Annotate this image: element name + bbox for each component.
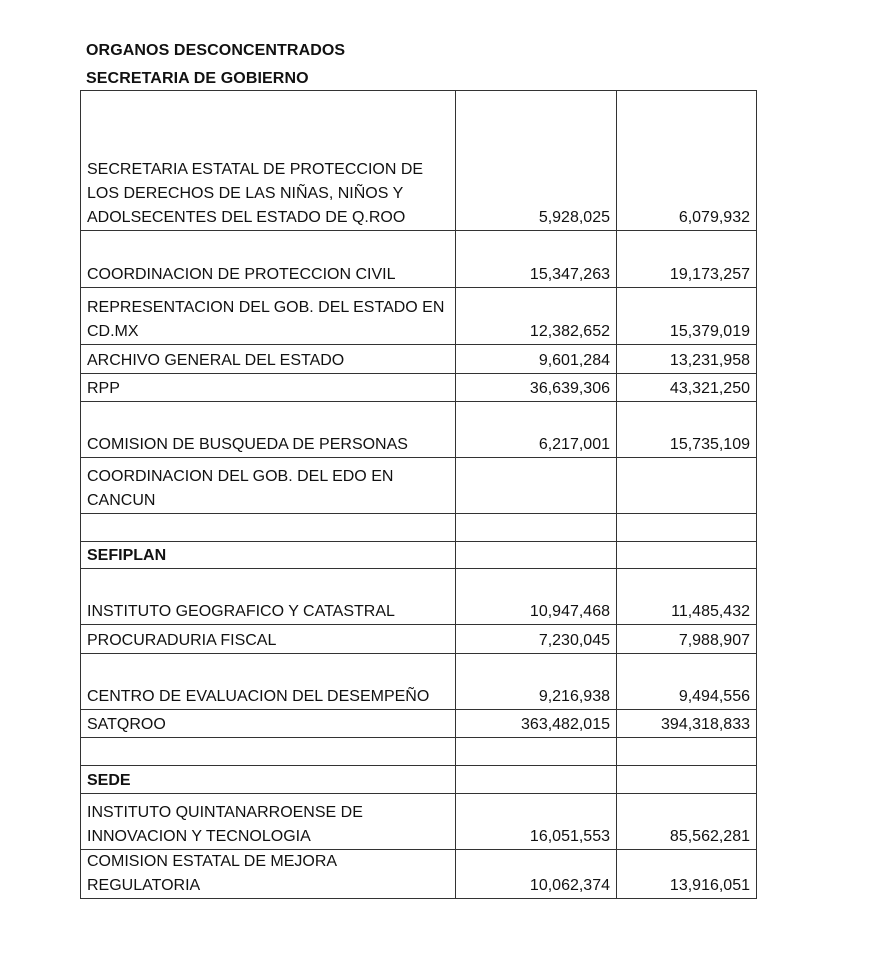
value-2-cell: 7,988,907 — [617, 625, 757, 654]
value-1-cell — [456, 738, 617, 766]
value-2-cell: 15,379,019 — [617, 288, 757, 345]
value-2-cell: 13,231,958 — [617, 345, 757, 374]
value-1-cell: 9,601,284 — [456, 345, 617, 374]
name-cell: RPP — [81, 374, 456, 402]
name-cell: SECRETARIA ESTATAL DE PROTECCION DE LOS DERECHOS DE LAS NIÑAS, NIÑOS Y ADOLSECENTES DEL ESTADO DE Q.ROO — [81, 91, 456, 231]
value-1-cell: 7,230,045 — [456, 625, 617, 654]
table-row — [81, 625, 757, 654]
value-2-cell: 15,735,109 — [617, 402, 757, 458]
name-cell: SEFIPLAN — [81, 542, 456, 569]
header-line-2: SECRETARIA DE GOBIERNO — [86, 70, 309, 87]
value-1-cell — [456, 766, 617, 794]
name-cell: INSTITUTO GEOGRAFICO Y CATASTRAL — [81, 569, 456, 625]
value-1-cell: 10,062,374 — [456, 850, 617, 899]
name-cell: SATQROO — [81, 710, 456, 738]
table-row — [81, 345, 757, 374]
value-1-cell — [456, 542, 617, 569]
value-1-cell: 36,639,306 — [456, 374, 617, 402]
budget-table — [80, 90, 757, 899]
name-cell: CENTRO DE EVALUACION DEL DESEMPEÑO — [81, 654, 456, 710]
table-row — [81, 710, 757, 738]
header-line-1: ORGANOS DESCONCENTRADOS — [86, 42, 346, 59]
table-row — [81, 374, 757, 402]
table-row — [81, 91, 757, 231]
table-row — [81, 288, 757, 345]
value-2-cell: 394,318,833 — [617, 710, 757, 738]
value-1-cell: 9,216,938 — [456, 654, 617, 710]
value-2-cell: 6,079,932 — [617, 91, 757, 231]
name-cell: COORDINACION DEL GOB. DEL EDO EN CANCUN — [81, 458, 456, 514]
section-row — [81, 542, 757, 569]
table-row — [81, 569, 757, 625]
value-1-cell: 16,051,553 — [456, 794, 617, 850]
value-1-cell: 363,482,015 — [456, 710, 617, 738]
name-cell — [81, 514, 456, 542]
value-2-cell: 19,173,257 — [617, 231, 757, 288]
value-1-cell: 12,382,652 — [456, 288, 617, 345]
value-1-cell — [456, 458, 617, 514]
table-row — [81, 794, 757, 850]
name-cell — [81, 738, 456, 766]
value-1-cell — [456, 514, 617, 542]
name-cell: ARCHIVO GENERAL DEL ESTADO — [81, 345, 456, 374]
value-2-cell: 13,916,051 — [617, 850, 757, 899]
name-cell: SEDE — [81, 766, 456, 794]
value-1-cell: 6,217,001 — [456, 402, 617, 458]
table-row — [81, 458, 757, 514]
name-cell: REPRESENTACION DEL GOB. DEL ESTADO EN CD.MX — [81, 288, 456, 345]
blank-row — [81, 738, 757, 766]
name-cell: COORDINACION DE PROTECCION CIVIL — [81, 231, 456, 288]
table-row — [81, 402, 757, 458]
blank-row — [81, 514, 757, 542]
budget-table-body — [81, 91, 757, 899]
value-2-cell: 11,485,432 — [617, 569, 757, 625]
table-row — [81, 231, 757, 288]
name-cell: PROCURADURIA FISCAL — [81, 625, 456, 654]
name-cell: COMISION DE BUSQUEDA DE PERSONAS — [81, 402, 456, 458]
value-1-cell: 15,347,263 — [456, 231, 617, 288]
value-1-cell: 10,947,468 — [456, 569, 617, 625]
table-row — [81, 850, 757, 899]
value-2-cell — [617, 458, 757, 514]
value-2-cell: 43,321,250 — [617, 374, 757, 402]
value-1-cell: 5,928,025 — [456, 91, 617, 231]
table-row — [81, 654, 757, 710]
name-cell: COMISION ESTATAL DE MEJORA REGULATORIA — [81, 850, 456, 899]
value-2-cell: 9,494,556 — [617, 654, 757, 710]
value-2-cell — [617, 542, 757, 569]
value-2-cell: 85,562,281 — [617, 794, 757, 850]
value-2-cell — [617, 738, 757, 766]
value-2-cell — [617, 766, 757, 794]
section-row — [81, 766, 757, 794]
name-cell: INSTITUTO QUINTANARROENSE DE INNOVACION Y TECNOLOGIA — [81, 794, 456, 850]
value-2-cell — [617, 514, 757, 542]
